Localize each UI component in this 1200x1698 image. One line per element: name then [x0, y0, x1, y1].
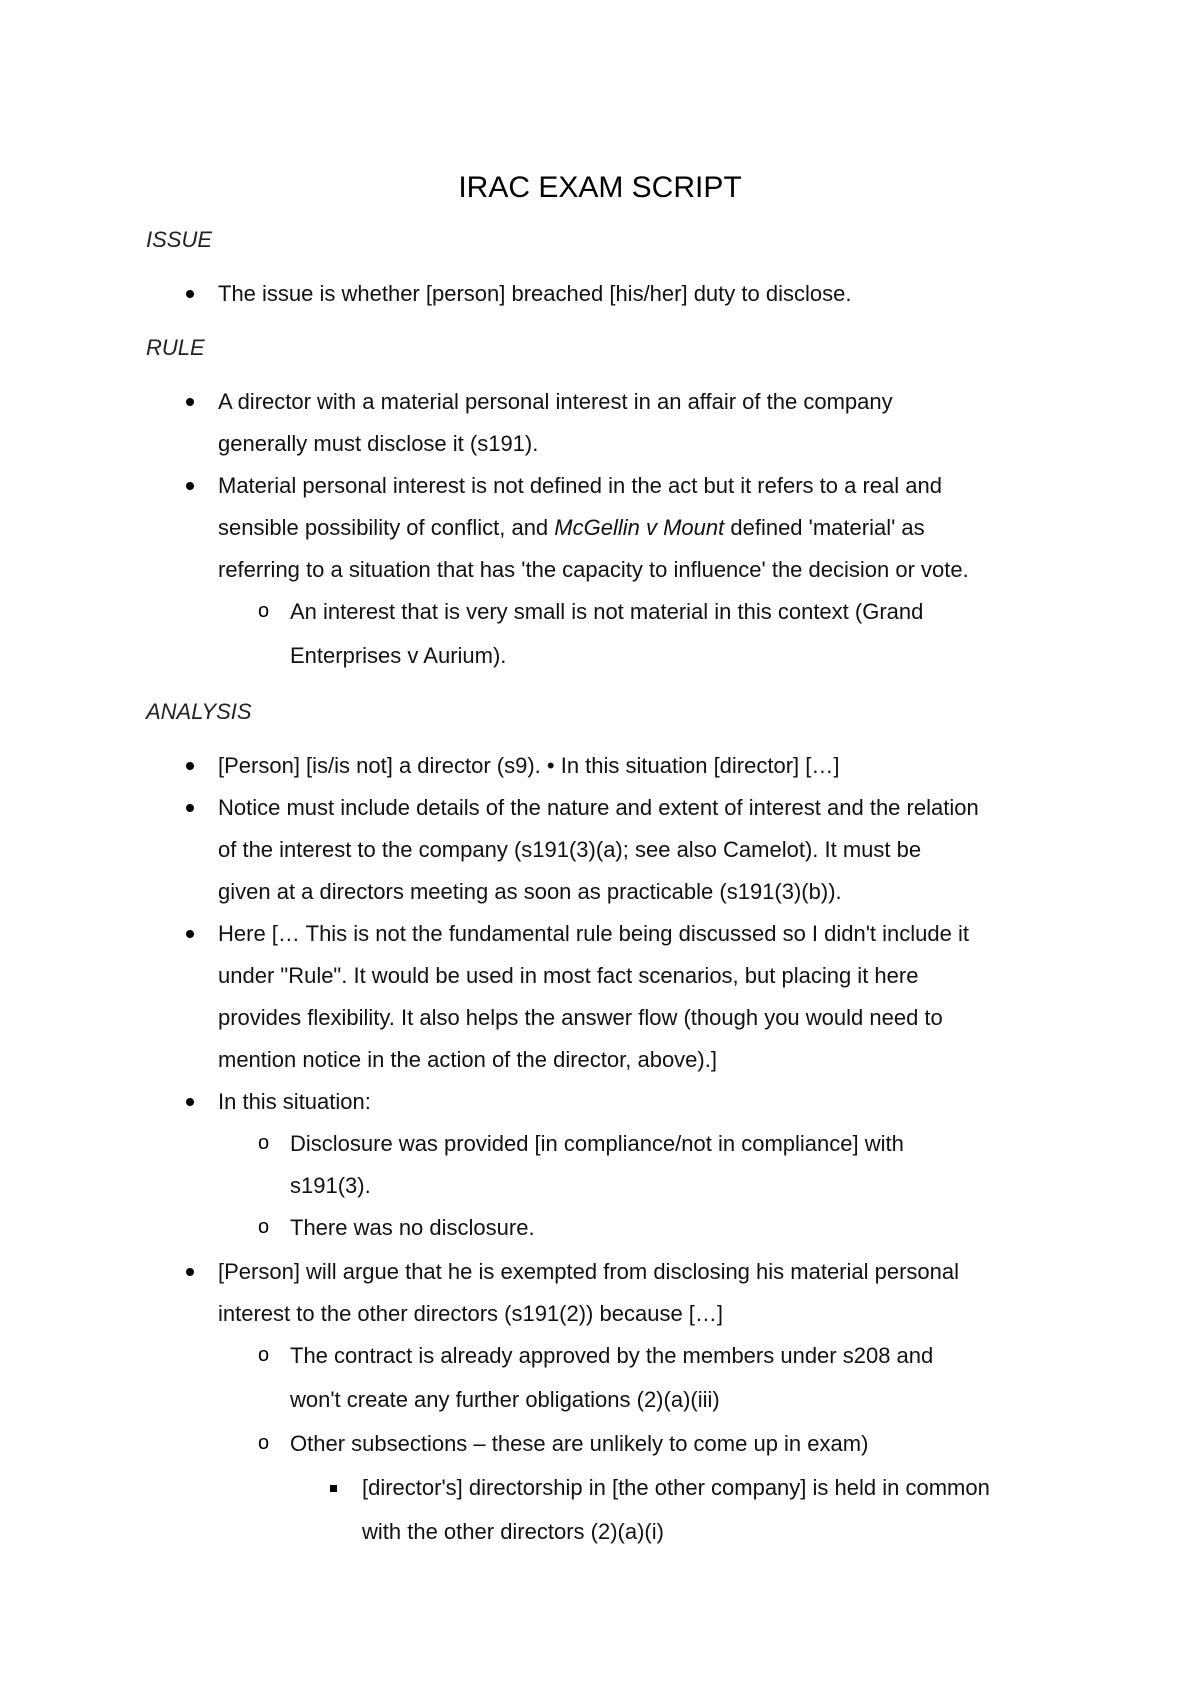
analysis-subitem-5b: Other subsections – these are unlikely to come up in exam) — [290, 1431, 869, 1456]
analysis-item-2-line-1: Notice must include details of the nature and extent of interest and the relation — [218, 795, 979, 820]
analysis-item-3-line-4: mention notice in the action of the director, above).] — [218, 1047, 717, 1072]
analysis-subitem-4a-line-1: Disclosure was provided [in compliance/not in compliance] with — [290, 1131, 904, 1156]
rule-subitem-line-2: Enterprises v Aurium). — [290, 643, 507, 668]
bullet-icon — [186, 1268, 194, 1276]
analysis-item-4: In this situation: — [218, 1089, 371, 1114]
rule-item-1-line-1: A director with a material personal interest in an affair of the company — [218, 389, 893, 414]
case-name-mcgellin: McGellin v Mount — [554, 515, 725, 540]
bullet-icon — [186, 804, 194, 812]
analysis-item-1: [Person] [is/is not] a director (s9). • In this situation [director] […] — [218, 753, 840, 778]
analysis-item-2-line-3: given at a directors meeting as soon as practicable (s191(3)(b)). — [218, 879, 842, 904]
bullet-icon — [186, 1098, 194, 1106]
rule-subitem-line-1: An interest that is very small is not material in this context (Grand — [290, 599, 924, 624]
rule-item-2-text-pre: sensible possibility of conflict, and — [218, 515, 555, 540]
analysis-item-5-line-1: [Person] will argue that he is exempted from disclosing his material personal — [218, 1259, 960, 1284]
analysis-subitem-4b: There was no disclosure. — [290, 1215, 535, 1240]
analysis-subsubitem-line-2: with the other directors (2)(a)(i) — [362, 1519, 664, 1544]
analysis-item-3-line-2: under "Rule". It would be used in most fact scenarios, but placing it here — [218, 963, 919, 988]
analysis-item-2-line-2: of the interest to the company (s191(3)(a); see also Camelot). It must be — [218, 837, 922, 862]
analysis-item-3-line-1: Here [… This is not the fundamental rule being discussed so I didn't include it — [218, 921, 969, 946]
bullet-icon — [186, 398, 194, 406]
sub-bullet-icon: o — [258, 600, 270, 622]
sub-bullet-icon: o — [258, 1344, 270, 1366]
rule-item-2-line-3: referring to a situation that has 'the capacity to influence' the decision or vote. — [218, 557, 969, 582]
analysis-subitem-5a-line-2: won't create any further obligations (2)(a)(iii) — [290, 1387, 720, 1412]
section-heading-analysis: ANALYSIS — [146, 699, 252, 724]
analysis-item-3-line-3: provides flexibility. It also helps the answer flow (though you would need to — [218, 1005, 943, 1030]
rule-item-2-line-2 — [218, 507, 925, 549]
rule-item-2-line-1: Material personal interest is not defined in the act but it refers to a real and — [218, 473, 942, 498]
sub-bullet-icon: o — [258, 1132, 270, 1154]
analysis-subitem-4a-line-2: s191(3). — [290, 1173, 371, 1198]
document-title: IRAC EXAM SCRIPT — [458, 171, 742, 204]
bullet-icon — [186, 762, 194, 770]
sub-bullet-icon: o — [258, 1432, 270, 1454]
section-heading-issue: ISSUE — [146, 227, 213, 252]
rule-item-2-text-post: defined 'material' as — [724, 515, 925, 540]
analysis-item-5-line-2: interest to the other directors (s191(2)) because […] — [218, 1301, 724, 1326]
square-bullet-icon — [330, 1485, 337, 1492]
analysis-subitem-5a-line-1: The contract is already approved by the members under s208 and — [290, 1343, 934, 1368]
bullet-icon — [186, 290, 194, 298]
sub-bullet-icon: o — [258, 1216, 270, 1238]
bullet-icon — [186, 930, 194, 938]
section-heading-rule: RULE — [146, 335, 205, 360]
bullet-icon — [186, 482, 194, 490]
rule-item-1-line-2: generally must disclose it (s191). — [218, 431, 539, 456]
analysis-subsubitem-line-1: [director's] directorship in [the other company] is held in common — [362, 1475, 990, 1500]
issue-item: The issue is whether [person] breached [his/her] duty to disclose. — [218, 281, 852, 306]
